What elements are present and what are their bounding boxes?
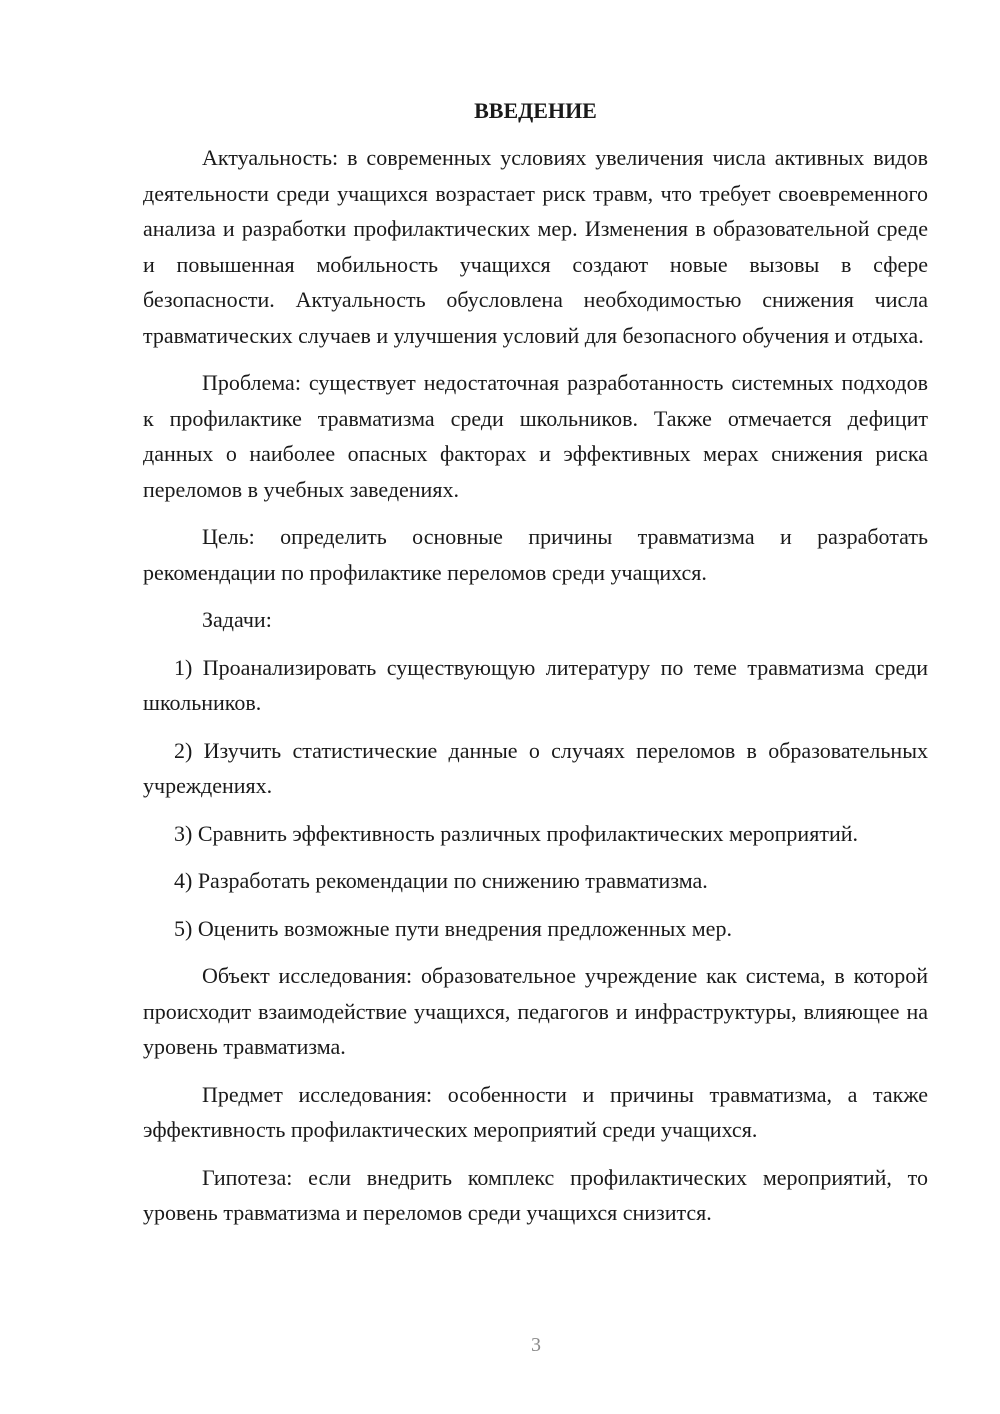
paragraph-object: Объект исследования: образовательное учреждение как система, в которой происходит взаимодействие учащихся, педагогов и инфраструктуры, влияющее на уровень травматизма. <box>143 963 928 1059</box>
task-item-2: 2) Изучить статистические данные о случаях переломов в образовательных учреждениях. <box>143 737 928 798</box>
page-number: 3 <box>531 1334 541 1356</box>
task-item-4: 4) Разработать рекомендации по снижению травматизма. <box>174 868 708 893</box>
task-item-3: 3) Сравнить эффективность различных профилактических мероприятий. <box>174 820 858 846</box>
paragraph-hypothesis: Гипотеза: если внедрить комплекс профилактических мероприятий, то уровень травматизма и переломов среди учащихся снизится. <box>143 1164 928 1225</box>
tasks-heading: Задачи: <box>202 607 272 632</box>
paragraph-relevance: Актуальность: в современных условиях увеличения числа активных видов деятельности среди учащихся возрастает риск травм, что требует своевременного анализа и разработки профилактических мер. Изменения в образовательной среде и повышенная мобильность учащихся создают новые вызовы в сфере безопасности. Актуальность обусловлена необходимостью снижения числа травматических случаев и улучшения условий для безопасного обучения и отдыха. <box>143 145 928 348</box>
task-item-1: 1) Проанализировать существующую литературу по теме травматизма среди школьников. <box>143 654 928 715</box>
task-item-5: 5) Оценить возможные пути внедрения предложенных мер. <box>174 915 732 941</box>
paragraph-problem: Проблема: существует недостаточная разработанность системных подходов к профилактике травматизма среди школьников. Также отмечается дефицит данных о наиболее опасных факторах и эффективных мерах снижения риска переломов в учебных заведениях. <box>143 370 928 502</box>
document-body <box>143 95 928 1243</box>
paragraph-goal: Цель: определить основные причины травматизма и разработать рекомендации по профилактике переломов среди учащихся. <box>143 524 928 585</box>
paragraph-subject: Предмет исследования: особенности и причины травматизма, а также эффективность профилактических мероприятий среди учащихся. <box>143 1081 928 1142</box>
page-title: ВВЕДЕНИЕ <box>474 98 597 123</box>
